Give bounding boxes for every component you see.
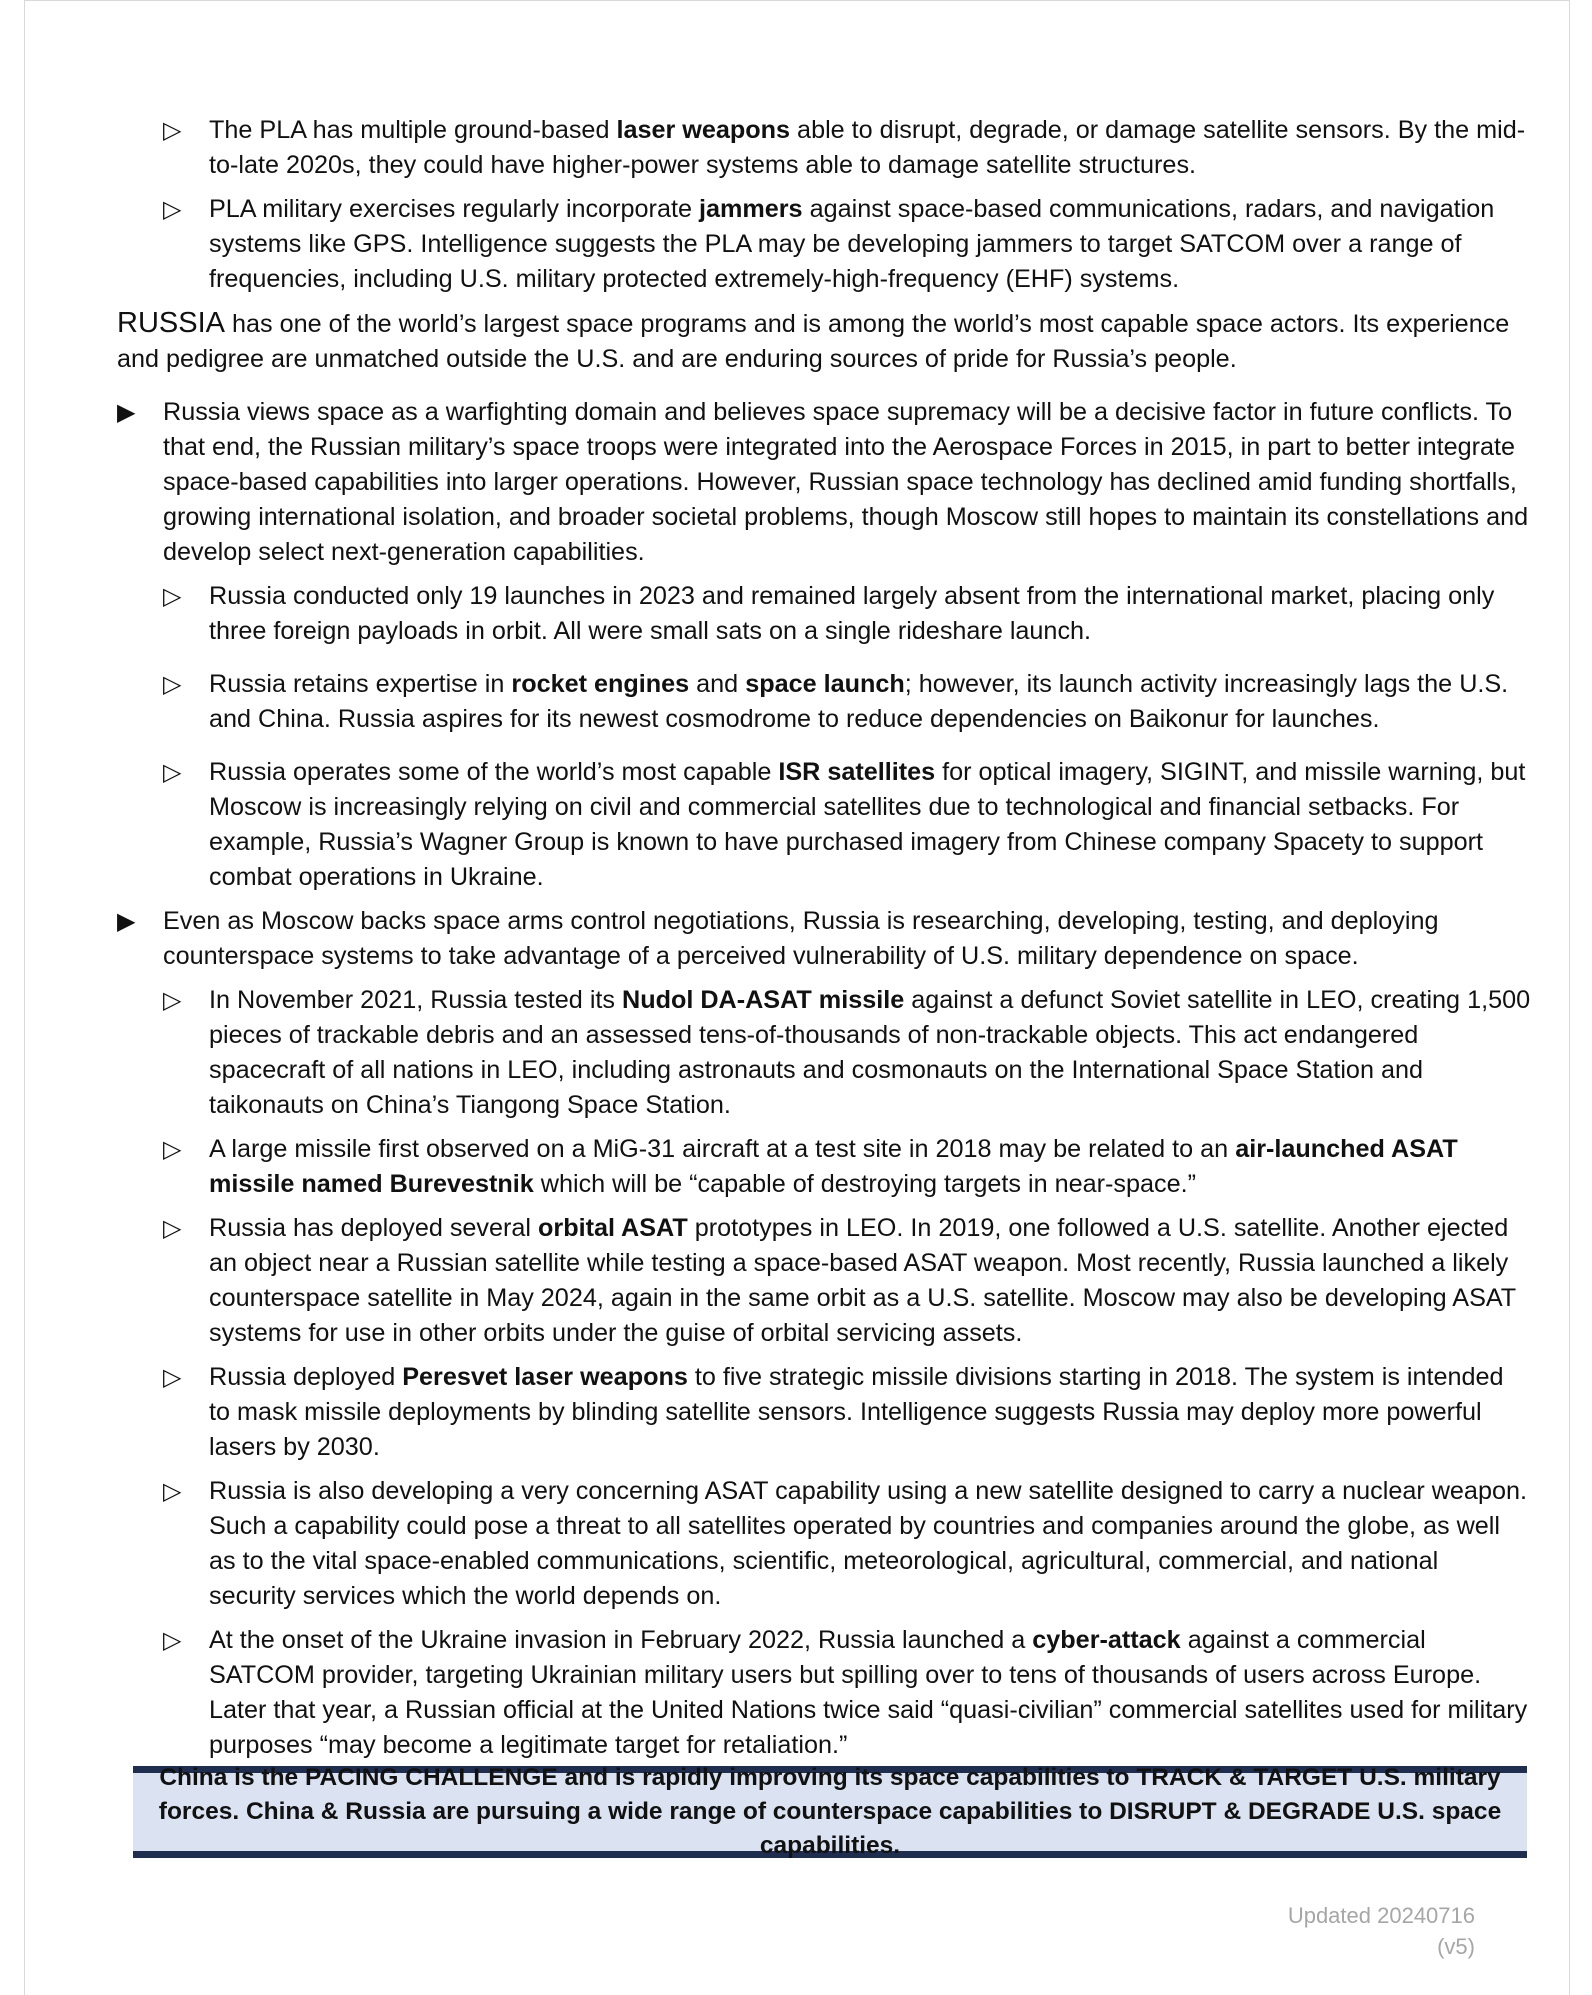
summary-banner-text: China is the PACING CHALLENGE and is rapidly improving its space capabilities to TRACK & TARGET U.S. military forces. China & Russia are pursuing a wide range of counterspace capabilities to DISRUPT & DEGRADE U.S. space capabilities. <box>158 1764 1502 1859</box>
hollow-triangle-bullet-icon: ▷ <box>163 117 182 144</box>
hollow-triangle-bullet-icon: ▷ <box>163 1478 182 1505</box>
bullet-text: A large missile first observed on a MiG-31 aircraft at a test site in 2018 may be related to an air-launched ASAT missile named Burevestnik which will be “capable of destroying targets in near-space.” <box>209 1135 1458 1198</box>
filled-triangle-bullet-icon: ▶ <box>117 908 136 935</box>
section-lead-russia: RUSSIA <box>117 307 225 339</box>
hollow-triangle-bullet-icon: ▷ <box>163 1136 182 1163</box>
bullet-text: Russia has deployed several orbital ASAT prototypes in LEO. In 2019, one followed a U.S. satellite. Another ejected an object near a Russian satellite while testing a space-based ASAT weapon. Most recently, Russia launched a likely counterspace satellite in May 2024, again in the same orbit as a U.S. satellite. Moscow may also be developing ASAT systems for use in other orbits under the guise of orbital servicing assets. <box>209 1214 1516 1347</box>
sub-bullet-rocket-engines <box>117 667 1531 737</box>
update-footer <box>1288 1900 1475 1962</box>
hollow-triangle-bullet-icon: ▷ <box>163 583 182 610</box>
hollow-triangle-bullet-icon: ▷ <box>163 759 182 786</box>
bullet-warfighting-domain <box>117 395 1531 570</box>
bullet-counterspace <box>117 904 1531 974</box>
sub-bullet-nuclear-asat <box>117 1474 1531 1614</box>
hollow-triangle-bullet-icon: ▷ <box>163 671 182 698</box>
sub-bullet-burevestnik <box>117 1132 1531 1202</box>
document-body <box>117 113 1531 1763</box>
hollow-triangle-bullet-icon: ▷ <box>163 987 182 1014</box>
sub-bullet-launches-2023 <box>117 579 1531 649</box>
summary-banner <box>133 1766 1527 1858</box>
bullet-text: In November 2021, Russia tested its Nudol DA-ASAT missile against a defunct Soviet satellite in LEO, creating 1,500 pieces of trackable debris and an assessed tens-of-thousands of non-trackable objects. This act endangered spacecraft of all nations in LEO, including astronauts and cosmonauts on the International Space Station and taikonauts on China’s Tiangong Space Station. <box>209 986 1531 1119</box>
sub-bullet-isr-satellites <box>117 755 1531 895</box>
bullet-text: Russia views space as a warfighting domain and believes space supremacy will be a decisive factor in future conflicts. To that end, the Russian military’s space troops were integrated into the Aerospace Forces in 2015, in part to better integrate space-based capabilities into larger operations. However, Russian space technology has declined amid funding shortfalls, growing international isolation, and broader societal problems, though Moscow still hopes to maintain its constellations and develop select next-generation capabilities. <box>163 398 1529 566</box>
sub-bullet-jammers <box>117 192 1531 297</box>
hollow-triangle-bullet-icon: ▷ <box>163 1627 182 1654</box>
version-label: (v5) <box>1437 1934 1475 1959</box>
bullet-text: Russia retains expertise in rocket engines and space launch; however, its launch activity increasingly lags the U.S. and China. Russia aspires for its newest cosmodrome to reduce dependencies on Baikonur for launches. <box>209 670 1509 733</box>
bullet-text: Russia conducted only 19 launches in 2023 and remained largely absent from the international market, placing only three foreign payloads in orbit. All were small sats on a single rideshare launch. <box>209 582 1495 645</box>
bullet-text: Russia is also developing a very concerning ASAT capability using a new satellite designed to carry a nuclear weapon. Such a capability could pose a threat to all satellites operated by countries and companies around the globe, as well as to the vital space-enabled communications, scientific, meteorological, agricultural, commercial, and national security services which the world depends on. <box>209 1477 1527 1610</box>
hollow-triangle-bullet-icon: ▷ <box>163 1215 182 1242</box>
hollow-triangle-bullet-icon: ▷ <box>163 1364 182 1391</box>
sub-bullet-cyber-attack <box>117 1623 1531 1763</box>
sub-bullet-nudol <box>117 983 1531 1123</box>
filled-triangle-bullet-icon: ▶ <box>117 399 136 426</box>
updated-date: Updated 20240716 <box>1287 1903 1475 1928</box>
hollow-triangle-bullet-icon: ▷ <box>163 196 182 223</box>
bullet-text: PLA military exercises regularly incorporate jammers against space-based communications, radars, and navigation systems like GPS. Intelligence suggests the PLA may be developing jammers to target SATCOM over a range of frequencies, including U.S. military protected extremely-high-frequency (EHF) systems. <box>209 195 1495 293</box>
bullet-text: The PLA has multiple ground-based laser weapons able to disrupt, degrade, or damage satellite sensors. By the mid-to-late 2020s, they could have higher-power systems able to damage satellite structures. <box>209 116 1526 179</box>
bullet-text: Even as Moscow backs space arms control negotiations, Russia is researching, developing, testing, and deploying counterspace systems to take advantage of a perceived vulnerability of U.S. military dependence on space. <box>163 907 1439 970</box>
document-page <box>24 0 1570 1995</box>
bullet-text: Russia operates some of the world’s most capable ISR satellites for optical imagery, SIGINT, and missile warning, but Moscow is increasingly relying on civil and commercial satellites due to technological and financial setbacks. For example, Russia’s Wagner Group is known to have purchased imagery from Chinese company Spacety to support combat operations in Ukraine. <box>209 758 1526 891</box>
sub-bullet-orbital-asat <box>117 1211 1531 1351</box>
sub-bullet-laser-weapons <box>117 113 1531 183</box>
bullet-text: At the onset of the Ukraine invasion in February 2022, Russia launched a cyber-attack against a commercial SATCOM provider, targeting Ukrainian military users but spilling over to tens of thousands of users across Europe. Later that year, a Russian official at the United Nations twice said “quasi-civilian” commercial satellites used for military purposes “may become a legitimate target for retaliation.” <box>209 1626 1528 1759</box>
bullet-text: Russia deployed Peresvet laser weapons to five strategic missile divisions starting in 2018. The system is intended to mask missile deployments by blinding satellite sensors. Intelligence suggests Russia may deploy more powerful lasers by 2030. <box>209 1363 1504 1461</box>
russia-intro-paragraph: RUSSIA has one of the world’s largest space programs and is among the world’s most capable space actors. Its experience and pedigree are unmatched outside the U.S. and are enduring sources of pride for Russia’s people. <box>117 307 1510 373</box>
sub-bullet-peresvet <box>117 1360 1531 1465</box>
